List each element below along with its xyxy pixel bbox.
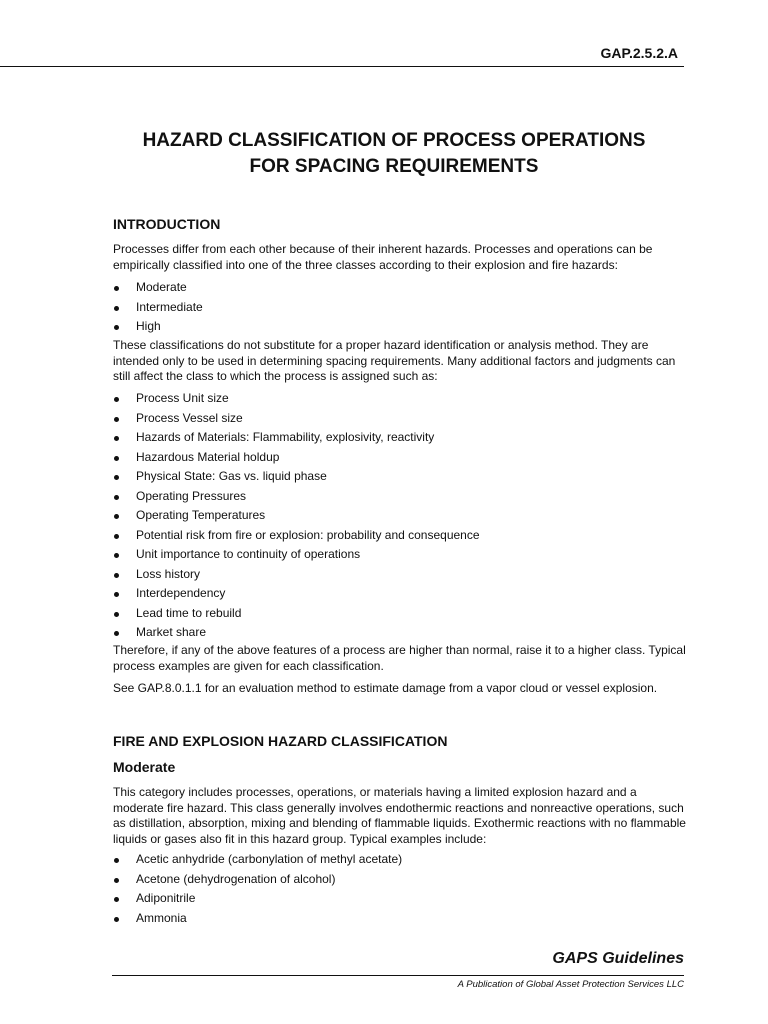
list-item: Intermediate [113, 298, 688, 318]
list-item: Market share [113, 623, 688, 643]
intro-paragraph-2: These classifications do not substitute for a proper hazard identification or analysis method. They are intended only to be used in determining spacing requirements. Many additional factors and judgments can still affect the class to which the process is assigned such as: [113, 338, 676, 383]
hazard-class-list [113, 278, 688, 337]
list-item: Operating Pressures [113, 487, 688, 507]
intro-paragraph-4: See GAP.8.0.1.1 for an evaluation method to estimate damage from a vapor cloud or vessel explosion. [113, 681, 658, 695]
footer-publisher: A Publication of Global Asset Protection Services LLC [457, 979, 684, 990]
list-item: High [113, 317, 688, 337]
list-item: Process Vessel size [113, 409, 688, 429]
list-item: Potential risk from fire or explosion: probability and consequence [113, 526, 688, 546]
list-item: Loss history [113, 565, 688, 585]
moderate-examples-list [113, 850, 688, 928]
classification-heading: FIRE AND EXPLOSION HAZARD CLASSIFICATION [113, 733, 448, 749]
page-title [84, 128, 704, 180]
footer-brand: GAPS Guidelines [552, 950, 684, 967]
footer-rule [112, 975, 684, 976]
list-item: Process Unit size [113, 389, 688, 409]
list-item: Operating Temperatures [113, 506, 688, 526]
page-title-line-2: FOR SPACING REQUIREMENTS [249, 156, 539, 177]
list-item: Moderate [113, 278, 688, 298]
list-item: Ammonia [113, 909, 688, 929]
intro-paragraph-3: Therefore, if any of the above features of a process are higher than normal, raise it to a higher class. Typical process examples are given for each classification. [113, 643, 686, 673]
list-item: Unit importance to continuity of operations [113, 545, 688, 565]
list-item: Hazards of Materials: Flammability, explosivity, reactivity [113, 428, 688, 448]
factors-list [113, 389, 688, 643]
list-item: Adiponitrile [113, 889, 688, 909]
document-id: GAP.2.5.2.A [600, 45, 678, 61]
moderate-heading: Moderate [113, 759, 176, 775]
moderate-paragraph: This category includes processes, operations, or materials having a limited explosion hazard and a moderate fire hazard. This class generally involves endothermic reactions and nonreactive operations, such as distillation, absorption, mixing and blending of flammable liquids. Exothermic reactions with no flammable liquids or gases also fit in this hazard group. Typical examples include: [113, 785, 686, 846]
list-item: Acetone (dehydrogenation of alcohol) [113, 870, 688, 890]
intro-paragraph-1: Processes differ from each other because of their inherent hazards. Processes and operations can be empirically classified into one of the three classes according to their explosion and fire hazards: [113, 242, 653, 272]
list-item: Hazardous Material holdup [113, 448, 688, 468]
header-rule [0, 66, 684, 67]
page-title-line-1: HAZARD CLASSIFICATION OF PROCESS OPERATIONS [142, 130, 646, 151]
list-item: Interdependency [113, 584, 688, 604]
list-item: Acetic anhydride (carbonylation of methyl acetate) [113, 850, 688, 870]
list-item: Physical State: Gas vs. liquid phase [113, 467, 688, 487]
list-item: Lead time to rebuild [113, 604, 688, 624]
introduction-heading: INTRODUCTION [113, 216, 221, 232]
